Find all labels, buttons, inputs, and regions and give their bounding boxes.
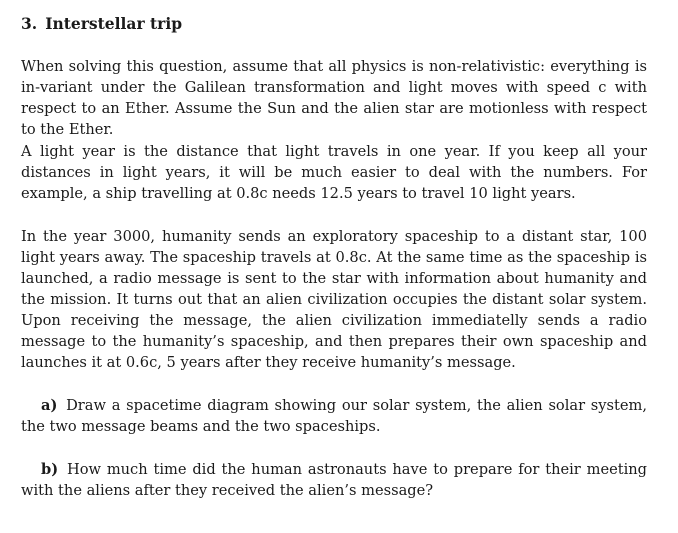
question-b bbox=[21, 459, 647, 501]
question-a bbox=[21, 395, 647, 437]
problem-title-text: Interstellar trip bbox=[45, 14, 183, 33]
paragraph-assumptions: When solving this question, assume that all physics is non-relativistic: everything is in-variant under the Galilean transformation and light moves with speed c with respect to an Ether. Assume the Sun and the alien star are motionless with respect to the Ether. bbox=[21, 58, 647, 138]
problem-title bbox=[21, 14, 182, 33]
question-a-text: Draw a spacetime diagram showing our solar system, the alien solar system, the two message beams and the two spaceships. bbox=[21, 397, 647, 435]
problem-number: 3. bbox=[21, 14, 38, 33]
question-b-text: How much time did the human astronauts have to prepare for their meeting with the aliens after they received the alien’s message? bbox=[21, 461, 648, 499]
paragraph-scenario: In the year 3000, humanity sends an exploratory spaceship to a distant star, 100 light years away. The spaceship travels at 0.8c. At the same time as the spaceship is launched, a radio message is sent to the star with information about humanity and the mission. It turns out that an alien civilization occupies the distant solar system. Upon receiving the message, the alien civilization immediatelly sends a radio message to the humanity’s spaceship, and then prepares their own spaceship and launches it at 0.6c, 5 years after they receive humanity’s message. bbox=[21, 228, 647, 371]
question-a-label: a) bbox=[41, 397, 58, 414]
question-b-label: b) bbox=[41, 461, 59, 478]
paragraph-light-year: A light year is the distance that light travels in one year. If you keep all your distances in light years, it will be much easier to deal with the numbers. For example, a ship travelling at 0.8c needs 12.5 years to travel 10 light years. bbox=[21, 143, 647, 202]
